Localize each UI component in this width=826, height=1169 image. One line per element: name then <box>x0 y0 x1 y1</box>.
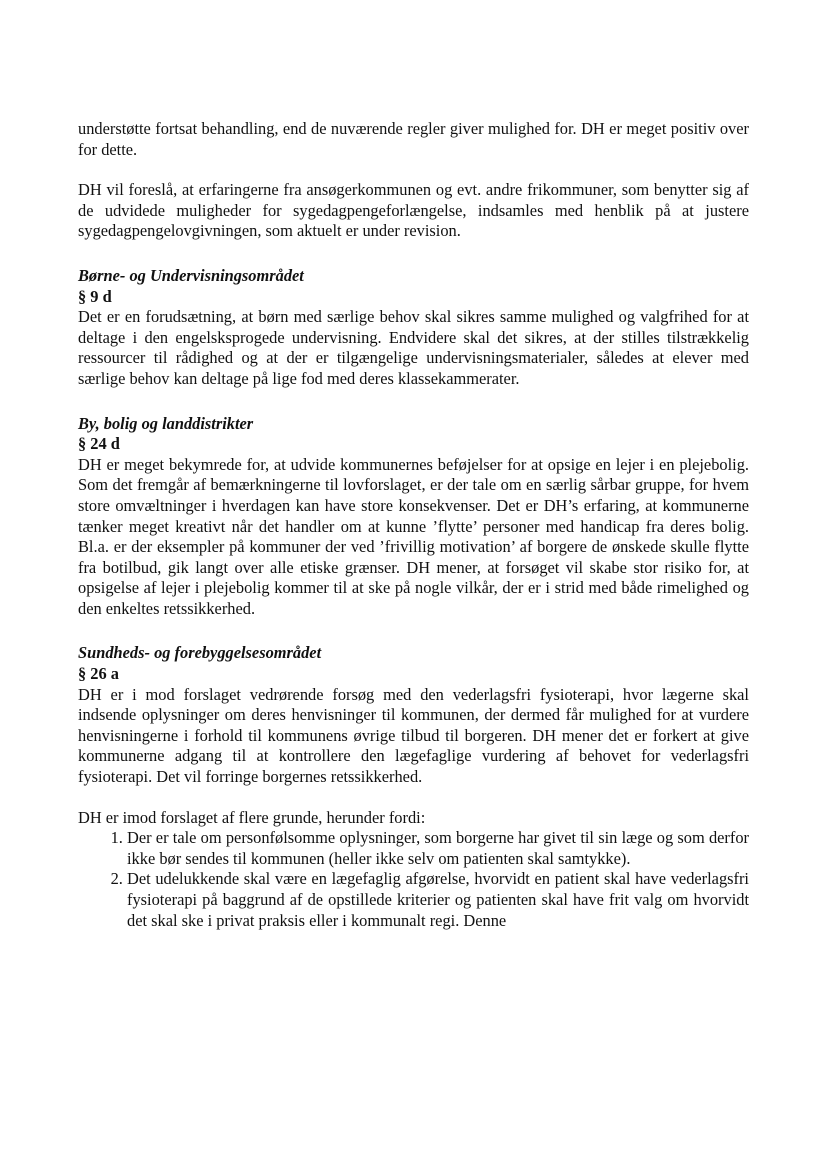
section-heading: Sundheds- og forebyggelsesområdet <box>78 643 322 663</box>
section-by-bolig-landdistrikter <box>78 414 749 620</box>
intro-paragraph-2: DH vil foreslå, at erfaringerne fra ansøgerkommunen og evt. andre frikommuner, som benytter sig af de udvidede muligheder for sygedagpengeforlængelse, indsamles med henblik på at justere sygedagpengelovgivningen, som aktuelt er under revision. <box>78 180 749 241</box>
document-page <box>78 119 749 931</box>
section-paragraph-ref: § 24 d <box>78 434 120 454</box>
reasons-intro: DH er imod forslaget af flere grunde, herunder fordi: <box>78 807 426 827</box>
section-heading: By, bolig og landdistrikter <box>78 413 254 433</box>
section-paragraph-ref: § 26 a <box>78 664 119 684</box>
spacer <box>78 160 749 180</box>
spacer <box>78 390 749 414</box>
section-boerne-undervisning <box>78 266 749 390</box>
section-paragraph-ref: § 9 d <box>78 286 112 306</box>
list-item: 2. Det udelukkende skal være en lægefaglig afgørelse, hvorvidt en patient skal have vederlagsfri fysioterapi på baggrund af de opstillede kriterier og patienten skal have frit valg om hvorvidt det skal ske i privat praksis eller i kommunalt regi. Denne <box>127 869 749 931</box>
section-body: DH er i mod forslaget vedrørende forsøg med den vederlagsfri fysioterapi, hvor lægerne skal indsende oplysninger om deres henvisninger til kommunen, der dermed får mulighed for at vurdere henvisningerne i forhold til kommunens øvrige tilbud til borgeren. DH mener det er forkert at give kommunerne adgang til at kontrollere den lægefaglige vurdering af behovet for vederlagsfri fysioterapi. Det vil forringe borgernes retssikkerhed. <box>78 684 749 787</box>
spacer <box>78 242 749 266</box>
section-heading: Børne- og Undervisningsområdet <box>78 265 304 285</box>
spacer <box>78 788 749 808</box>
list-item: 1. Der er tale om personfølsomme oplysninger, som borgerne har givet til sin læge og som derfor ikke bør sendes til kommunen (heller ikke selv om patienten skal samtykke). <box>127 828 749 869</box>
section-sundhed-forebyggelse <box>78 643 749 787</box>
section-body: DH er meget bekymrede for, at udvide kommunernes beføjelser for at opsige en lejer i en plejebolig. Som det fremgår af bemærkningerne til lovforslaget, er der tale om en særlig sårbar gruppe, for hvem store omvæltninger i hverdagen kan have store konsekvenser. Det er DH’s erfaring, at kommunerne tænker meget kreativt når det handler om at kunne ’flytte’ personer med handicap fra deres bolig. Bl.a. er der eksempler på kommuner der ved ’frivillig motivation’ af borgere de ønskede skulle flytte fra botilbud, gik langt over alle etiske grænser. DH mener, at forsøget vil skabe stor risiko for, at opsigelse af lejer i plejebolig kommer til at ske på nogle vilkår, der er i strid med både rimelighed og den enkeltes retssikkerhed. <box>78 454 749 618</box>
reasons-list <box>78 828 749 931</box>
spacer <box>78 619 749 643</box>
intro-paragraph-1: understøtte fortsat behandling, end de nuværende regler giver mulighed for. DH er meget positiv over for dette. <box>78 119 749 159</box>
section-body: Det er en forudsætning, at børn med særlige behov skal sikres samme mulighed og valgfrihed for at deltage i den engelsksprogede undervisning. Endvidere skal det sikres, at der stilles tilstrækkelig ressourcer til rådighed og at der er tilgængelige undervisningsmaterialer, således at elever med særlige behov kan deltage på lige fod med deres klassekammerater. <box>78 307 749 388</box>
